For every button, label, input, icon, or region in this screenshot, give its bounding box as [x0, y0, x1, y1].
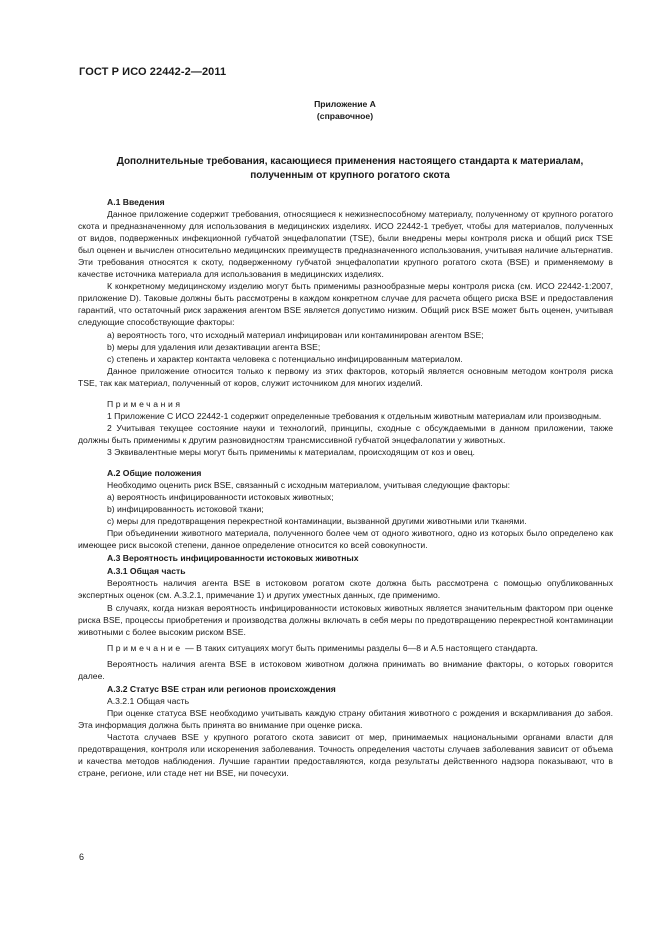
- note-item: 2 Учитывая текущее состояние науки и технологий, принципы, сходные с обсуждаемыми в данном приложении, также должны быть применимы к другим разновидностям трансмиссивной губчатой энцефалопатии у животных.: [78, 422, 613, 445]
- paragraph: Вероятность наличия агента BSE в истоковом рогатом скоте должна быть рассмотрена с помощью опубликованных экспертных оценок (см. А.3.2.1, примечание 1) и других уместных данных, где применимо.: [78, 578, 613, 601]
- list-item: c) степень и характер контакта человека с потенциально инфицированным материалом.: [107, 353, 463, 364]
- note-label: Примечание: [107, 642, 183, 653]
- paragraph: При объединении животного материала, полученного более чем от одного животного, одно из которых было определено как имеющее риск высокой степени, данное определение относится ко всей совокупности.: [78, 528, 613, 551]
- list-item: c) меры для предотвращения перекрестной контаминации, вызванной другими животными или тканями.: [107, 516, 527, 527]
- subsection-heading-a3-1: А.3.1 Общая часть: [107, 566, 186, 577]
- paragraph: Частота случаев BSE у крупного рогатого скота зависит от мер, принимаемых национальными органами власти для предотвращения, контроля или искоренения заболевания. Точность определения частоты случаев заболевания зависит от объема и качества методов наблюдения. Лучшие гарантии предоставляются, когда результаты действенного надзора показывают, что в стране, регионе, или стаде нет ни BSE, ни почесухи.: [78, 731, 613, 779]
- main-title-line-2: полученным от крупного рогатого скота: [250, 170, 450, 181]
- paragraph: Вероятность наличия агента BSE в истоковом животном должна принимать во внимание факторы, о которых говорится далее.: [78, 658, 613, 681]
- paragraph: К конкретному медицинскому изделию могут быть применимы разнообразные меры контроля риска (см. ИСО 22442-1:2007, приложение D). Таковые должны быть рассмотрены в каждом конкретном случае для расчета общего риска BSE и предоставления гарантий, что остаточный риск заражения агентом BSE является допустимо низким. Общий риск BSE может быть оценен, учитывая следующие способствующие факторы:: [78, 281, 613, 328]
- section-heading-a1: А.1 Введения: [107, 197, 165, 207]
- document-body: [78, 196, 613, 779]
- list-item: b) инфицированность истоковой ткани;: [107, 504, 264, 515]
- list-item: a) вероятность инфицированности истоковых животных;: [107, 492, 334, 503]
- notes-label: Примечания: [107, 398, 183, 409]
- paragraph: В случаях, когда низкая вероятность инфицированности истоковых животных является значительным фактором при оценке риска BSE, процессы приобретения и производства должны включать в себя меры по предотвращению перекрестной контаминации животными с более высоким риском BSE.: [78, 602, 613, 637]
- section-heading-a2: А.2 Общие положения: [107, 467, 202, 478]
- section-heading-a3: А.3 Вероятность инфицированности истоковых животных: [107, 553, 359, 564]
- note-paragraph: [78, 642, 613, 654]
- note-item: 3 Эквивалентные меры могут быть применимы к материалам, происходящим от коз и овец.: [107, 446, 475, 457]
- document-header: ГОСТ Р ИСО 22442-2—2011: [79, 66, 227, 78]
- annex-heading: [0, 98, 661, 122]
- paragraph: Данное приложение содержит требования, относящиеся к нежизнеспособному материалу, полученному от крупного рогатого скота и предназначенному для использования в медицинских изделиях. ИСО 22442-1 требует, чтобы для материалов, полученных от видов, подверженных инфекционной губчатой энцефалопатии (TSE), были внедрены меры контроля риска и общий риск TSE был оценен и вычислен относительно медицинских преимуществ предназначенного использования, учитывая наличие альтернатив. Эти требования относятся к скоту, подверженному губчатой энцефалопатии крупного рогатого скота (BSE) и применяемому в качестве источника материала для использования в медицинских изделиях.: [78, 209, 613, 280]
- paragraph: Данное приложение относится только к первому из этих факторов, который является основным методом контроля риска TSE, так как материал, полученный от коров, служит источником для многих изделий.: [78, 365, 613, 388]
- paragraph: При оценке статуса BSE необходимо учитывать каждую страну обитания животного с рождения и вскармливания до забоя. Эта информация должна быть принята во внимание при оценке риска.: [78, 707, 613, 730]
- page-number: 6: [79, 852, 85, 862]
- list-item: b) меры для удаления или дезактивации агента BSE;: [107, 341, 321, 352]
- main-title: [80, 155, 620, 183]
- main-title-line-1: Дополнительные требования, касающиеся применения настоящего стандарта к материалам,: [116, 156, 584, 167]
- list-item: a) вероятность того, что исходный материал инфицирован или контаминирован агентом BSE;: [107, 329, 484, 340]
- annex-title: Приложение А: [314, 99, 376, 109]
- note-text: — В таких ситуациях могут быть применимы разделы 6—8 и А.5 настоящего стандарта.: [185, 642, 538, 653]
- note-item: 1 Приложение С ИСО 22442-1 содержит определенные требования к отдельным животным материалам или производным.: [107, 410, 602, 421]
- annex-note: (справочное): [316, 111, 374, 121]
- subsection-heading-a3-2-1: А.3.2.1 Общая часть: [107, 695, 190, 706]
- subsection-heading-a3-2: А.3.2 Статус BSE стран или регионов происхождения: [107, 683, 336, 694]
- paragraph: Необходимо оценить риск BSE, связанный с исходным материалом, учитывая следующие факторы:: [107, 480, 511, 491]
